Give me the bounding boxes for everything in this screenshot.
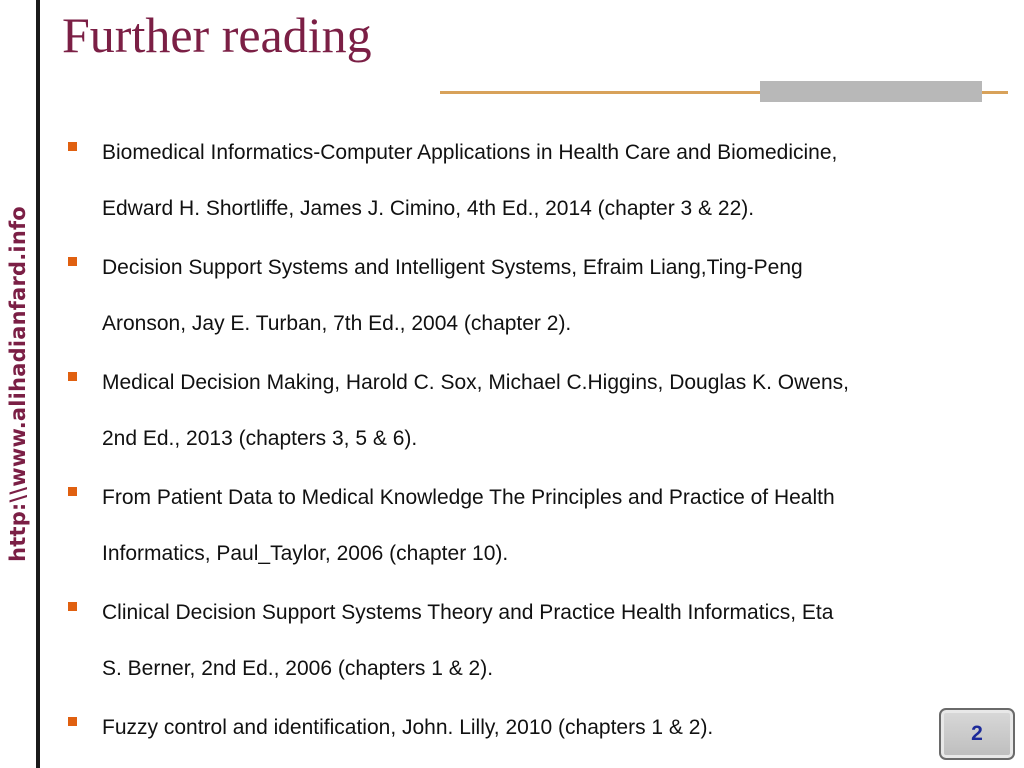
reference-item	[64, 585, 1014, 697]
reference-item	[64, 470, 1014, 582]
square-bullet-icon	[68, 717, 77, 726]
left-vertical-rule	[36, 0, 40, 768]
reference-line: Fuzzy control and identification, John. Lilly, 2010 (chapters 1 & 2).	[102, 716, 714, 739]
page-number-badge	[939, 708, 1015, 760]
reference-line: Medical Decision Making, Harold C. Sox, Michael C.Higgins, Douglas K. Owens,	[102, 371, 849, 394]
reference-line: Clinical Decision Support Systems Theory and Practice Health Informatics, Eta	[102, 601, 834, 624]
reference-line: Informatics, Paul_Taylor, 2006 (chapter 10).	[102, 542, 509, 565]
square-bullet-icon	[68, 142, 77, 151]
square-bullet-icon	[68, 602, 77, 611]
title-accent-block	[760, 81, 982, 102]
reference-item	[64, 700, 1014, 756]
reference-line: Aronson, Jay E. Turban, 7th Ed., 2004 (chapter 2).	[102, 312, 572, 335]
page-number: 2	[971, 722, 983, 745]
reference-item	[64, 240, 1014, 352]
square-bullet-icon	[68, 257, 77, 266]
square-bullet-icon	[68, 487, 77, 496]
left-margin-band	[0, 0, 36, 768]
side-url-text: http:\\www.alihadianfard.info	[6, 206, 30, 562]
reference-item	[64, 125, 1014, 237]
reference-line: Decision Support Systems and Intelligent Systems, Efraim Liang,Ting-Peng	[102, 256, 803, 279]
reference-item	[64, 355, 1014, 467]
reference-line: Biomedical Informatics-Computer Applications in Health Care and Biomedicine,	[102, 141, 838, 164]
slide-title: Further reading	[62, 7, 372, 63]
reference-line: Edward H. Shortliffe, James J. Cimino, 4th Ed., 2014 (chapter 3 & 22).	[102, 197, 755, 220]
reference-line: From Patient Data to Medical Knowledge The Principles and Practice of Health	[102, 486, 835, 509]
reference-line: 2nd Ed., 2013 (chapters 3, 5 & 6).	[102, 427, 418, 450]
reference-list	[64, 125, 1014, 759]
reference-line: S. Berner, 2nd Ed., 2006 (chapters 1 & 2).	[102, 657, 494, 680]
square-bullet-icon	[68, 372, 77, 381]
